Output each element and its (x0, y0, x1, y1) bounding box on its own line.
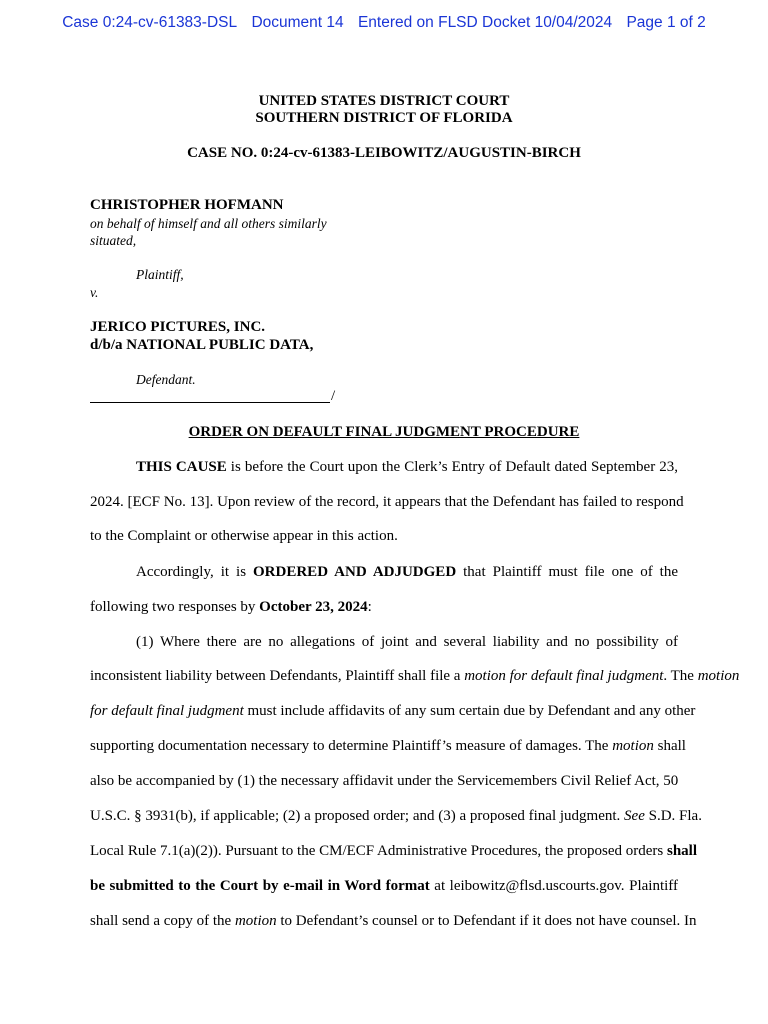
stamp-page: Page 1 of 2 (626, 14, 706, 31)
paragraph-3-line-8: be submitted to the Court by e-mail in Word format at leibowitz@flsd.uscourts.gov. Plaintiff (90, 878, 678, 894)
plaintiff-role: Plaintiff, (136, 267, 184, 282)
paragraph-3-line-7: Local Rule 7.1(a)(2)). Pursuant to the CM/ECF Administrative Procedures, the proposed orders shall (90, 843, 697, 859)
court-district: SOUTHERN DISTRICT OF FLORIDA (255, 110, 513, 126)
defendant-name-line2: d/b/a NATIONAL PUBLIC DATA, (90, 337, 314, 353)
paragraph-3-line-9: shall send a copy of the motion to Defendant’s counsel or to Defendant if it does not have counsel. In (90, 913, 697, 929)
stamp-document: Document 14 (251, 14, 344, 31)
paragraph-3-line-6: U.S.C. § 3931(b), if applicable; (2) a proposed order; and (3) a proposed final judgment. See S.D. Fla. (90, 808, 702, 824)
stamp-case: Case 0:24-cv-61383-DSL (62, 14, 238, 31)
court-name: UNITED STATES DISTRICT COURT (258, 93, 510, 109)
defendant-name-line1: JERICO PICTURES, INC. (90, 319, 266, 335)
defendant-role: Defendant. (136, 372, 196, 387)
paragraph-3-line-2: inconsistent liability between Defendants, Plaintiff shall file a motion for default final judgment. The motion (90, 668, 740, 684)
paragraph-3-line-5: also be accompanied by (1) the necessary affidavit under the Servicemembers Civil Relief Act, 50 (90, 773, 679, 789)
plaintiff-name: CHRISTOPHER HOFMANN (90, 197, 284, 213)
stamp-entered: Entered on FLSD Docket 10/04/2024 (357, 14, 613, 31)
order-title: ORDER ON DEFAULT FINAL JUDGMENT PROCEDURE (188, 424, 580, 440)
plaintiff-description-line2: situated, (90, 233, 137, 248)
versus: v. (90, 285, 99, 300)
paragraph-2-line-1: Accordingly, it is ORDERED AND ADJUDGED that Plaintiff must file one of the (136, 564, 678, 580)
paragraph-1-line-3: to the Complaint or otherwise appear in this action. (90, 528, 398, 544)
paragraph-1-line-1: THIS CAUSE is before the Court upon the Clerk’s Entry of Default dated September 23, (136, 459, 678, 475)
docket-stamp (0, 14, 768, 32)
paragraph-3-line-1: (1) Where there are no allegations of joint and several liability and no possibility of (136, 634, 678, 650)
caption-slash: / (331, 388, 336, 404)
paragraph-1-line-2: 2024. [ECF No. 13]. Upon review of the record, it appears that the Defendant has failed to respond (90, 494, 684, 510)
plaintiff-description-line1: on behalf of himself and all others similarly (90, 216, 327, 231)
paragraph-2-line-2: following two responses by October 23, 2024: (90, 599, 372, 615)
caption-signature-line (90, 402, 330, 403)
paragraph-3-line-4: supporting documentation necessary to determine Plaintiff’s measure of damages. The motion shall (90, 738, 686, 754)
paragraph-3-line-3: for default final judgment must include affidavits of any sum certain due by Defendant and any other (90, 703, 696, 719)
case-number: CASE NO. 0:24-cv-61383-LEIBOWITZ/AUGUSTIN-BIRCH (187, 145, 581, 161)
